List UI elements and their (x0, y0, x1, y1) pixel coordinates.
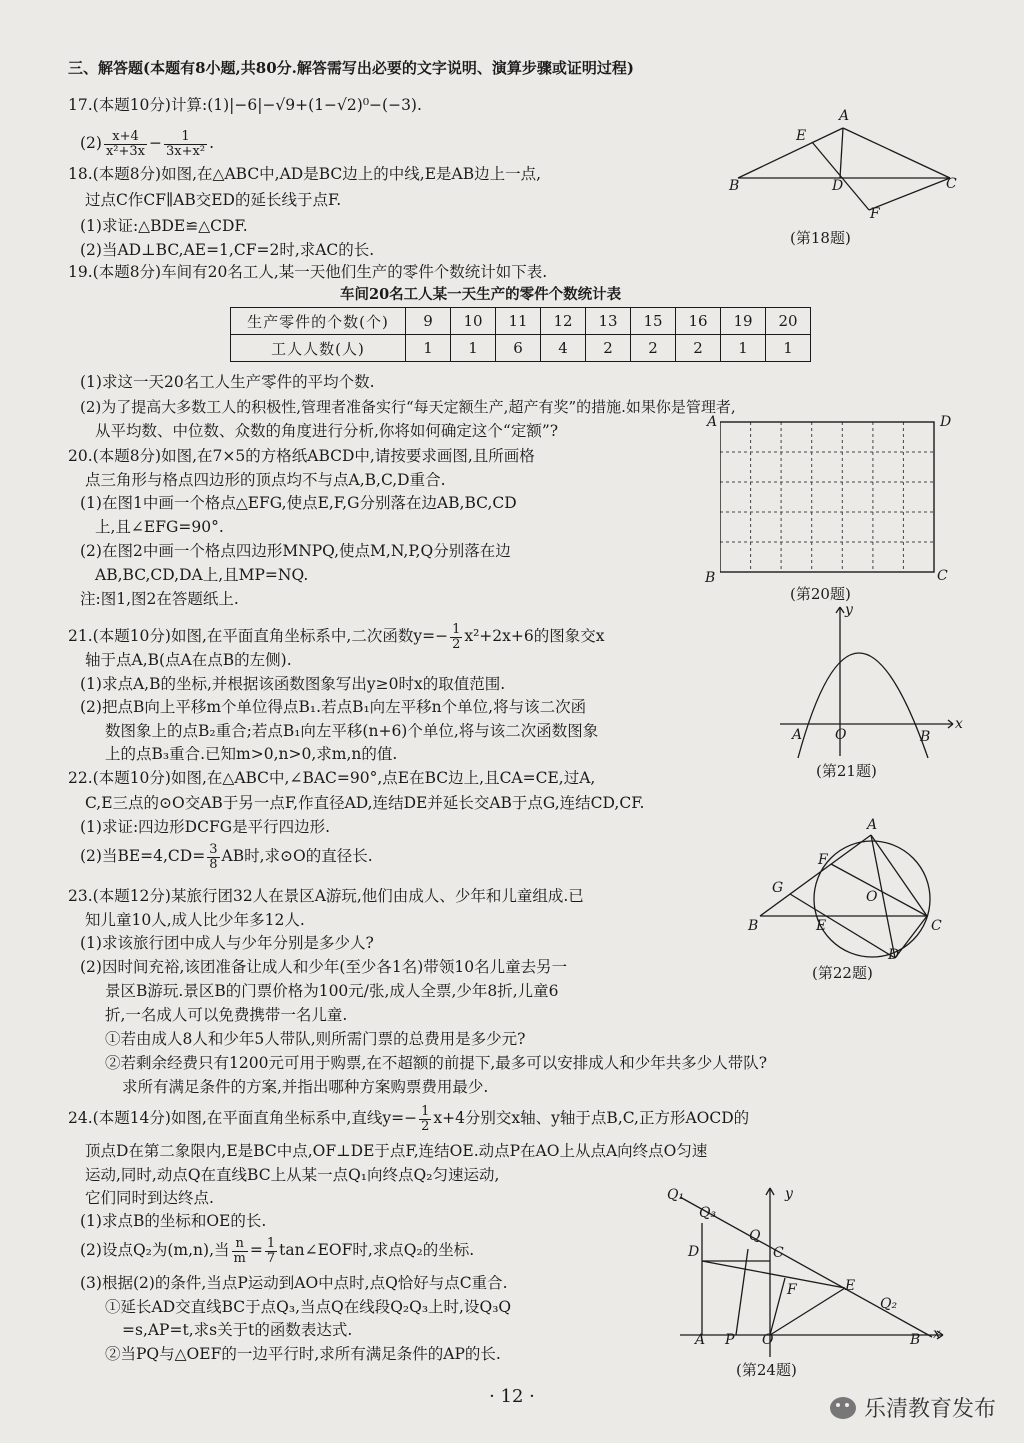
cell-parts: 10 (451, 308, 496, 335)
cell-parts: 15 (631, 308, 676, 335)
q24-frac3-den: 7 (266, 1250, 276, 1266)
q20-line2: 点三角形与格点四边形的顶点均不与点A,B,C,D重合. (85, 471, 446, 489)
q23-line9: 求所有满足条件的方案,并指出哪种方案购票费用最少. (122, 1078, 489, 1096)
q22-line3: (1)求证:四边形DCFG是平行四边形. (80, 818, 331, 836)
fig24-seg-oe (770, 1288, 845, 1335)
fig20-caption: (第20题) (790, 585, 851, 603)
q24-line7: (3)根据(2)的条件,当点P运动到AO中点时,点Q恰好与点C重合. (80, 1274, 508, 1292)
q21-line4: (2)把点B向上平移m个单位得点B₁.若点B₁向左平移n个单位,将与该二次函 (80, 698, 587, 716)
fig22-label-g: G (772, 880, 784, 896)
fig24-label-q1: Q₁ (667, 1187, 685, 1203)
fig22-label-f: F (818, 852, 828, 868)
q24-frac2 (232, 1237, 248, 1266)
fig22-label-o: O (866, 889, 878, 905)
fig22-caption: (第22题) (812, 964, 873, 982)
table-row (231, 308, 811, 335)
table-row1-head: 生产零件的个数(个) (231, 308, 406, 335)
q22-line2: C,E三点的⊙O交AB于另一点F,作直径AD,连结DE并延长交AB于点G,连结CD,CF. (85, 794, 645, 812)
cell-workers: 1 (721, 335, 766, 362)
q24-frac3-num: 1 (266, 1235, 276, 1251)
cell-parts: 12 (541, 308, 586, 335)
q17-frac1-num: x+4 (104, 130, 147, 145)
q20-line5: (2)在图2中画一个格点四边形MNPQ,使点M,N,P,Q分别落在边 (80, 542, 511, 560)
fig20-border (720, 422, 934, 572)
q21-line3: (1)求点A,B的坐标,并根据该函数图象写出y≥0时x的取值范围. (80, 675, 506, 693)
q24-line9: =s,AP=t,求s关于t的函数表达式. (122, 1321, 353, 1339)
q22-line4 (80, 838, 373, 874)
cell-workers: 6 (496, 335, 541, 362)
fig24-seg-pq (736, 1249, 748, 1335)
q21-frac-den: 2 (452, 636, 461, 652)
q17-frac1 (104, 130, 147, 159)
q24-frac1-den: 2 (421, 1118, 430, 1134)
q22-frac-den: 8 (209, 856, 218, 872)
q21-line2: 轴于点A,B(点A在点B的左侧). (85, 651, 292, 669)
q23-line1: 23.(本题12分)某旅行团32人在景区A游玩,他们由成人、少年和儿童组成.已 (68, 887, 584, 905)
q19-line3: (2)为了提高大多数工人的积极性,管理者准备实行“每天定额生产,超产有奖”的措施.如果你是管理者, (80, 398, 736, 416)
q23-line3: (1)求该旅行团中成人与少年分别是多少人? (80, 934, 374, 952)
q24-line5: (1)求点B的坐标和OE的长. (80, 1212, 267, 1230)
fig18-seg-ac (843, 128, 950, 178)
cell-workers: 1 (766, 335, 811, 362)
q24-line10: ②当PQ与△OEF的一边平行时,求所有满足条件的AP的长. (105, 1345, 501, 1363)
cell-parts: 11 (496, 308, 541, 335)
q17-p2-end: . (209, 134, 214, 152)
q24-line1-post: x+4分别交x轴、y轴于点B,C,正方形AOCD的 (433, 1109, 750, 1127)
q24-line1 (68, 1100, 749, 1136)
fig21-label-o: O (835, 727, 847, 743)
fig24-seg-de (702, 1261, 845, 1288)
fig18-label-d: D (832, 178, 844, 194)
fig20-label-c: C (937, 568, 948, 584)
fig18-caption: (第18题) (790, 229, 851, 247)
fig18-seg-cf (869, 178, 950, 210)
q21-line1-post: x²+2x+6的图象交x (464, 627, 605, 645)
q24-frac2-num: n (232, 1237, 248, 1252)
q21-line6: 上的点B₃重合.已知m>0,n>0,求m,n的值. (105, 745, 398, 763)
fig24-label-c: C (773, 1245, 784, 1261)
fig24-label-q2: Q₂ (880, 1296, 898, 1312)
q22-frac (207, 843, 219, 872)
figure-21 (780, 600, 960, 760)
q20-line4: 上,且∠EFG=90°. (95, 518, 224, 536)
q22-line4-post: AB时,求⊙O的直径长. (221, 847, 373, 865)
cell-workers: 4 (541, 335, 586, 362)
q20-line7: 注:图1,图2在答题纸上. (80, 590, 239, 608)
fig22-label-d: D (888, 947, 900, 963)
q21-frac-num: 1 (452, 621, 461, 637)
page-number: · 12 · (489, 1386, 535, 1407)
fig24-label-f: F (787, 1282, 797, 1298)
fig21-label-y: y (845, 602, 853, 618)
fig24-label-a: A (695, 1332, 706, 1348)
cell-parts: 20 (766, 308, 811, 335)
q24-frac2-den: m (233, 1250, 246, 1266)
fig22-label-c: C (931, 918, 942, 934)
q19-line4: 从平均数、中位数、众数的角度进行分析,你将如何确定这个“定额”? (95, 422, 559, 440)
q23-line2: 知儿童10人,成人比少年多12人. (85, 911, 305, 929)
cell-parts: 13 (586, 308, 631, 335)
q20-line1: 20.(本题8分)如图,在7×5的方格纸ABCD中,请按要求画图,且所画格 (68, 447, 535, 465)
q23-line6: 折,一名成人可以免费携带一名儿童. (105, 1006, 348, 1024)
fig22-label-b: B (748, 918, 759, 934)
q24-line2: 顶点D在第二象限内,E是BC中点,OF⊥DE于点F,连结OE.动点P在AO上从点A向终点O匀速 (85, 1142, 708, 1160)
q18-line4: (2)当AD⊥BC,AE=1,CF=2时,求AC的长. (80, 241, 375, 259)
fig22-seg-ba (760, 835, 871, 916)
wechat-icon (830, 1397, 856, 1419)
cell-workers: 2 (631, 335, 676, 362)
figure-18 (728, 110, 968, 230)
q24-line6-post: tan∠EOF时,求点Q₂的坐标. (279, 1241, 475, 1259)
fig21-caption: (第21题) (816, 762, 877, 780)
q21-line1 (68, 618, 604, 654)
stats-table (230, 307, 811, 362)
q21-line1-pre: 21.(本题10分)如图,在平面直角坐标系中,二次函数y=− (68, 627, 449, 645)
fig24-label-x: x (933, 1326, 941, 1342)
q18-line1: 18.(本题8分)如图,在△ABC中,AD是BC边上的中线,E是AB边上一点, (68, 165, 542, 183)
fig21-parabola (798, 653, 931, 758)
q24-line6-pre: (2)设点Q₂为(m,n),当 (80, 1241, 230, 1259)
fig21-label-a: A (792, 727, 803, 743)
q23-line8: ②若剩余经费只有1200元可用于购票,在不超额的前提下,最多可以安排成人和少年共多少人带队? (105, 1054, 768, 1072)
fig20-label-b: B (705, 570, 716, 586)
q17-minus: − (149, 134, 163, 152)
table-row (231, 335, 811, 362)
q17-part2 (80, 125, 214, 161)
q17-frac1-den: x²+3x (105, 143, 146, 159)
q17-p2-pre: (2) (80, 134, 102, 152)
fig24-line-bc (680, 1197, 932, 1337)
cell-workers: 2 (676, 335, 721, 362)
q17-frac2 (164, 130, 207, 159)
fig24-label-d: D (688, 1244, 700, 1260)
watermark-text: 乐清教育发布 (863, 1397, 996, 1422)
fig24-label-p: P (725, 1332, 735, 1348)
q24-frac1-num: 1 (421, 1103, 430, 1119)
cell-parts: 19 (721, 308, 766, 335)
fig18-label-e: E (796, 128, 807, 144)
fig22-label-a: A (867, 817, 878, 833)
fig18-label-c: C (946, 176, 957, 192)
fig21-label-x: x (955, 716, 963, 732)
fig24-label-q3: Q₃ (699, 1205, 717, 1221)
q24-line3: 运动,同时,动点Q在直线BC上从某一点Q₁向终点Q₂匀速运动, (85, 1166, 500, 1184)
q20-line3: (1)在图1中画一个格点△EFG,使点E,F,G分别落在边AB,BC,CD (80, 494, 517, 512)
q21-frac (450, 623, 462, 652)
q24-frac1 (419, 1105, 431, 1134)
fig18-seg-ba (738, 128, 843, 178)
q20-line6: AB,BC,CD,DA上,且MP=NQ. (95, 566, 309, 584)
fig22-seg-fc (831, 864, 927, 916)
q18-line2: 过点C作CF∥AB交ED的延长线于点F. (85, 191, 342, 209)
q18-line3: (1)求证:△BDE≌△CDF. (80, 217, 248, 235)
cell-parts: 16 (676, 308, 721, 335)
q24-frac3 (265, 1237, 277, 1266)
q19-line2: (1)求这一天20名工人生产零件的平均个数. (80, 373, 375, 391)
fig18-seg-ef (812, 142, 869, 210)
q19-table-title: 车间20名工人某一天生产的零件个数统计表 (340, 286, 622, 303)
q24-line6 (80, 1232, 474, 1268)
fig18-label-b: B (729, 178, 740, 194)
cell-parts: 9 (406, 308, 451, 335)
q24-line1-pre: 24.(本题14分)如图,在平面直角坐标系中,直线y=− (68, 1109, 418, 1127)
fig21-label-b: B (920, 729, 931, 745)
fig24-label-e: E (845, 1278, 856, 1294)
q22-line4-pre: (2)当BE=4,CD= (80, 847, 206, 865)
q17-frac2-den: 3x+x² (166, 143, 206, 159)
q21-line5: 数图象上的点B₂重合;若点B₁向左平移(n+6)个单位,将与该二次函数图象 (105, 722, 599, 740)
q23-line4: (2)因时间充裕,该团准备让成人和少年(至少各1名)带领10名儿童去另一 (80, 958, 568, 976)
fig22-label-e: E (816, 918, 827, 934)
watermark (830, 1392, 996, 1423)
cell-workers: 1 (406, 335, 451, 362)
q23-line7: ①若由成人8人和少年5人带队,则所需门票的总费用是多少元? (105, 1030, 526, 1048)
q22-line1: 22.(本题10分)如图,在△ABC中,∠BAC=90°,点E在BC边上,且CA=CE,过A, (68, 769, 596, 787)
fig24-label-o: O (762, 1332, 774, 1348)
figure-20-grid (720, 420, 940, 575)
q22-frac-num: 3 (209, 841, 218, 857)
fig22-seg-cd (895, 916, 927, 958)
fig18-label-a: A (839, 108, 850, 124)
q24-line6-mid: = (249, 1241, 263, 1259)
fig24-label-b: B (910, 1332, 921, 1348)
q17-line1: 17.(本题10分)计算:(1)|−6|−√9+(1−√2)⁰−(−3). (68, 96, 422, 114)
fig20-label-a: A (707, 414, 718, 430)
q17-frac2-num: 1 (164, 130, 207, 145)
fig20-label-d: D (940, 414, 952, 430)
table-row2-head: 工人人数(人) (231, 335, 406, 362)
q24-line8: ①延长AD交直线BC于点Q₃,当点Q在线段Q₂Q₃上时,设Q₃Q (105, 1298, 512, 1316)
q24-line4: 它们同时到达终点. (85, 1189, 214, 1207)
cell-workers: 1 (451, 335, 496, 362)
fig18-label-f: F (870, 206, 880, 222)
fig18-seg-ad (840, 128, 843, 178)
section-title: 三、解答题(本题有8小题,共80分.解答需写出必要的文字说明、演算步骤或证明过程) (68, 59, 634, 77)
fig24-label-y: y (785, 1186, 793, 1202)
fig24-label-q: Q (749, 1228, 761, 1244)
cell-workers: 2 (586, 335, 631, 362)
q19-line1: 19.(本题8分)车间有20名工人,某一天他们生产的零件个数统计如下表. (68, 263, 548, 281)
fig24-caption: (第24题) (736, 1361, 797, 1379)
q23-line5: 景区B游玩.景区B的门票价格为100元/张,成人全票,少年8折,儿童6 (105, 982, 559, 1000)
